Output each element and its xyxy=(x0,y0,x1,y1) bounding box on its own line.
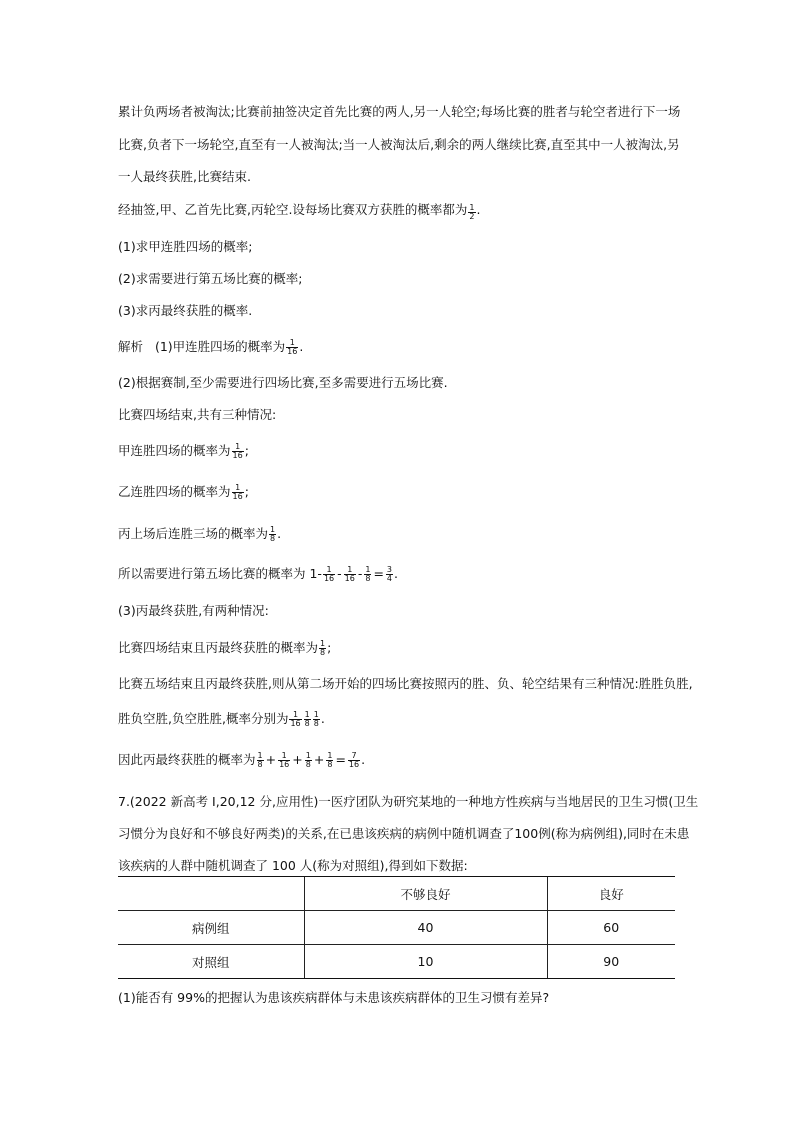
intro-line-1: 累计负两场者被淘汰;比赛前抽签决定首先比赛的两人,另一人轮空;每场比赛的胜者与轮空者进行下一场 xyxy=(118,104,681,119)
solution-line-6: 丙上场后连胜三场的概率为 $\frac{1}{8}$ . xyxy=(118,525,282,543)
fraction: $\frac{1}{16}$ xyxy=(279,751,290,769)
solution-line-2: (2)根据赛制,至少需要进行四场比赛,至多需要进行五场比赛. xyxy=(118,375,448,390)
fraction: $\frac{1}{16}$ xyxy=(323,565,335,583)
fraction: $\frac{1}{16}$ xyxy=(290,710,301,728)
fraction: $\frac{1}{16}$ xyxy=(232,442,243,460)
table-row xyxy=(118,911,675,945)
fraction: $\frac{1}{8}$ xyxy=(304,710,310,728)
fraction: $\frac{1}{2}$ xyxy=(469,203,475,221)
table-header-cell: 不够良好 xyxy=(304,877,547,911)
intro-line-3: 一人最终获胜,比赛结束. xyxy=(118,169,251,184)
table-header-cell xyxy=(118,877,304,911)
solution-line-12: 因此丙最终获胜的概率为 $\frac{1}{8}$ + $\frac{1}{16}$ + $\frac{1}{8}$ + $\frac{1}{8}$ = $\frac{7}{16}$ . xyxy=(118,751,366,769)
solution-line-11: 胜负空胜,负空胜胜,概率分别为 $\frac{1}{16}$ $\frac{1}{8}$ $\frac{1}{8}$ . xyxy=(118,710,325,728)
fraction: $\frac{7}{16}$ xyxy=(348,751,360,769)
solution-line-9: 比赛四场结束且丙最终获胜的概率为 $\frac{1}{8}$ ; xyxy=(118,639,332,657)
solution-line-8: (3)丙最终获胜,有两种情况: xyxy=(118,603,269,618)
solution-line-7: 所以需要进行第五场比赛的概率为 1- $\frac{1}{16}$ - $\frac{1}{16}$ - $\frac{1}{8}$ = $\frac{3}{4}$ . xyxy=(118,565,398,583)
fraction: $\frac{1}{16}$ xyxy=(232,483,243,501)
question-3: (3)求丙最终获胜的概率. xyxy=(118,303,253,318)
question-2: (2)求需要进行第五场比赛的概率; xyxy=(118,271,303,286)
table-cell: 病例组 xyxy=(118,911,304,945)
table-cell: 40 xyxy=(304,911,547,945)
data-table xyxy=(118,876,675,979)
solution-line-10: 比赛五场结束且丙最终获胜,则从第二场开始的四场比赛按照丙的胜、负、轮空结果有三种情况:胜胜负胜, xyxy=(118,676,693,691)
intro-line-4-text: 经抽签,甲、乙首先比赛,丙轮空.设每场比赛双方获胜的概率都为 xyxy=(118,202,468,217)
fraction: $\frac{1}{8}$ xyxy=(365,565,371,583)
table-cell: 60 xyxy=(547,911,675,945)
table-cell: 90 xyxy=(547,945,675,979)
solution-line-1: 解析 (1)甲连胜四场的概率为 $\frac{1}{16}$ . xyxy=(118,338,304,356)
fraction: $\frac{1}{8}$ xyxy=(313,710,319,728)
problem7-line-3: 该疾病的人群中随机调查了 100 人(称为对照组),得到如下数据: xyxy=(118,858,468,873)
table-header-cell: 良好 xyxy=(547,877,675,911)
table-header-row xyxy=(118,877,675,911)
solution-label: 解析 xyxy=(118,339,144,354)
fraction: $\frac{1}{8}$ xyxy=(327,751,333,769)
intro-line-2: 比赛,负者下一场轮空,直至有一人被淘汰;当一人被淘汰后,剩余的两人继续比赛,直至其中一人被淘汰,另 xyxy=(118,137,680,152)
fraction: $\frac{3}{4}$ xyxy=(386,565,393,583)
fraction: $\frac{1}{8}$ xyxy=(270,525,276,543)
intro-line-4: 经抽签,甲、乙首先比赛,丙轮空.设每场比赛双方获胜的概率都为 $\frac{1}{2}$ . xyxy=(118,202,481,221)
fraction: $\frac{1}{8}$ xyxy=(320,639,326,657)
question-1: (1)求甲连胜四场的概率; xyxy=(118,239,253,254)
problem7-line-1: 7.(2022 新高考 Ⅰ,20,12 分,应用性)一医疗团队为研究某地的一种地方性疾病与当地居民的卫生习惯(卫生 xyxy=(118,794,699,809)
problem7-line-2: 习惯分为良好和不够良好两类)的关系,在已患该疾病的病例中随机调查了100例(称为病例组),同时在未患 xyxy=(118,826,690,841)
fraction: $\frac{1}{16}$ xyxy=(287,338,298,356)
fraction: $\frac{1}{8}$ xyxy=(257,751,263,769)
fraction: $\frac{1}{8}$ xyxy=(305,751,311,769)
solution-line-3: 比赛四场结束,共有三种情况: xyxy=(118,407,277,422)
problem7-question-1: (1)能否有 99%的把握认为患该疾病群体与未患该疾病群体的卫生习惯有差异? xyxy=(118,990,550,1005)
table-row xyxy=(118,945,675,979)
table-cell: 10 xyxy=(304,945,547,979)
solution-line-5: 乙连胜四场的概率为 $\frac{1}{16}$ ; xyxy=(118,483,249,501)
solution-line-4: 甲连胜四场的概率为 $\frac{1}{16}$ ; xyxy=(118,442,249,460)
fraction: $\frac{1}{16}$ xyxy=(344,565,355,583)
table-cell: 对照组 xyxy=(118,945,304,979)
